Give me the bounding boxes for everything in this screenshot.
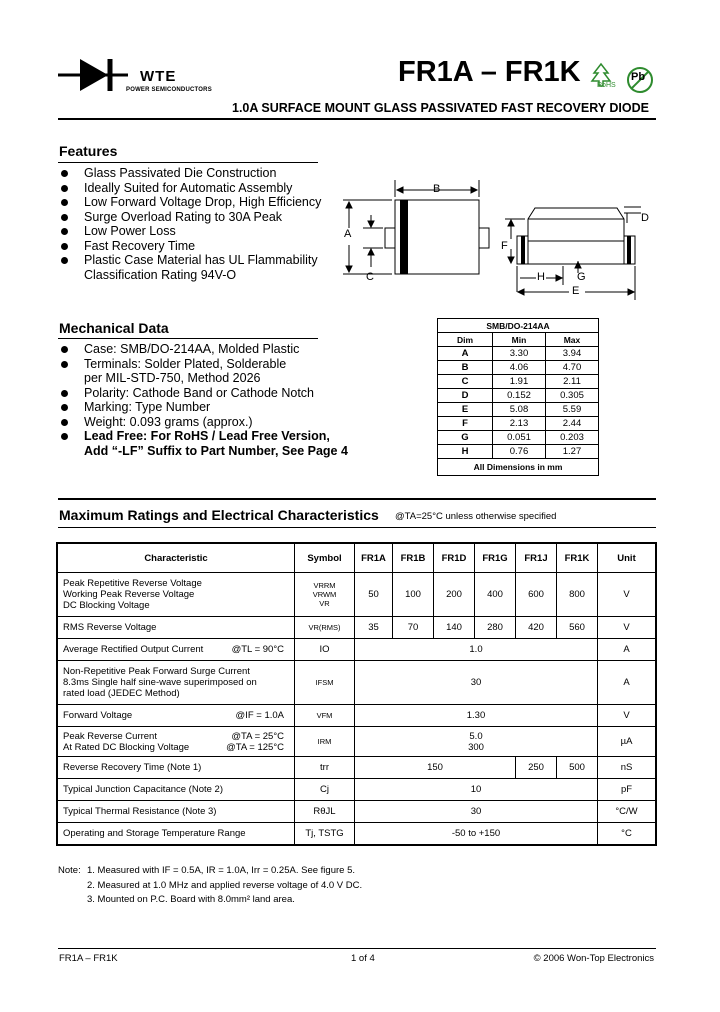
- value-cell: 800: [557, 573, 598, 617]
- table-row: [57, 801, 656, 823]
- lead-free-label: Pb: [631, 71, 646, 83]
- column-header: FR1K: [557, 543, 598, 573]
- unit-cell: °C: [598, 823, 657, 845]
- dim-label-b: B: [433, 183, 441, 195]
- table-cell: E: [438, 403, 493, 417]
- table-header-row: [57, 543, 656, 573]
- table-cell: 0.152: [493, 389, 546, 403]
- note-item: 1. Measured with IF = 0.5A, IR = 1.0A, Irr = 0.25A. See figure 5.: [87, 865, 355, 876]
- column-header: Symbol: [295, 543, 355, 573]
- table-cell: 4.70: [546, 361, 599, 375]
- column-header: FR1A: [355, 543, 393, 573]
- table-row: [57, 757, 656, 779]
- table-cell: 2.13: [493, 417, 546, 431]
- ratings-divider: [58, 498, 656, 500]
- ratings-heading: Maximum Ratings and Electrical Characteristics: [59, 507, 379, 523]
- list-item: Marking: Type Number: [59, 400, 389, 415]
- value-cell: 200: [434, 573, 475, 617]
- table-row: [57, 639, 656, 661]
- dim-label-f: F: [501, 240, 508, 252]
- ratings-condition: @TA=25°C unless otherwise specified: [395, 511, 557, 522]
- notes-label: Note:: [58, 865, 81, 876]
- list-item: Glass Passivated Die Construction: [59, 166, 359, 181]
- table-row: [438, 417, 599, 431]
- symbol-cell: trr: [295, 757, 355, 779]
- dim-label-g: G: [577, 271, 586, 283]
- list-item: Polarity: Cathode Band or Cathode Notch: [59, 386, 389, 401]
- list-item: Surge Overload Rating to 30A Peak: [59, 210, 359, 225]
- mechanical-heading: Mechanical Data: [59, 320, 169, 336]
- symbol-cell: IRM: [295, 727, 355, 757]
- page-subtitle: 1.0A SURFACE MOUNT GLASS PASSIVATED FAST RECOVERY DIODE: [232, 101, 649, 115]
- features-heading: Features: [59, 143, 118, 159]
- table-row: [438, 361, 599, 375]
- table-row: [438, 431, 599, 445]
- table-cell: 0.76: [493, 445, 546, 459]
- note-item: 2. Measured at 1.0 MHz and applied reverse voltage of 4.0 V DC.: [87, 879, 363, 891]
- symbol-cell: IO: [295, 639, 355, 661]
- footer-page-number: 1 of 4: [351, 953, 375, 964]
- package-outline-diagram: [335, 175, 655, 305]
- table-cell: 3.94: [546, 347, 599, 361]
- header-divider: [58, 118, 656, 120]
- unit-cell: µA: [598, 727, 657, 757]
- value-cell: -50 to +150: [355, 823, 598, 845]
- dim-label-h: H: [537, 271, 545, 283]
- value-cell: 280: [475, 617, 516, 639]
- table-cell: 4.06: [493, 361, 546, 375]
- dimension-table-title: SMB/DO-214AA: [438, 319, 599, 333]
- table-row: [438, 375, 599, 389]
- value-cell: 30: [355, 801, 598, 823]
- dimension-header: Dim: [438, 333, 493, 347]
- table-cell: B: [438, 361, 493, 375]
- unit-cell: pF: [598, 779, 657, 801]
- unit-cell: V: [598, 573, 657, 617]
- symbol-cell: VRRM VRWM VR: [295, 573, 355, 617]
- value-cell: 400: [475, 573, 516, 617]
- table-cell: G: [438, 431, 493, 445]
- characteristic-cell: Forward Voltage @IF = 1.0A: [57, 705, 295, 727]
- list-item: Classification Rating 94V-O: [84, 267, 237, 282]
- list-item: Low Forward Voltage Drop, High Efficiency: [59, 195, 359, 210]
- value-cell: 70: [393, 617, 434, 639]
- note-item: 3. Mounted on P.C. Board with 8.0mm² land area.: [87, 894, 295, 905]
- table-row: [57, 823, 656, 845]
- diode-logo-icon: [58, 55, 130, 95]
- table-cell: 0.203: [546, 431, 599, 445]
- table-cell: 5.59: [546, 403, 599, 417]
- dimension-table-footer: All Dimensions in mm: [438, 459, 599, 476]
- value-cell: 10: [355, 779, 598, 801]
- table-row: [57, 617, 656, 639]
- table-cell: C: [438, 375, 493, 389]
- table-cell: 3.30: [493, 347, 546, 361]
- mechanical-list: [59, 342, 389, 458]
- table-cell: F: [438, 417, 493, 431]
- symbol-cell: Cj: [295, 779, 355, 801]
- table-row: [57, 727, 656, 757]
- table-row: [57, 573, 656, 617]
- footer-copyright: © 2006 Won-Top Electronics: [533, 953, 654, 964]
- column-header: FR1J: [516, 543, 557, 573]
- dim-label-d: D: [641, 212, 649, 224]
- list-item: Ideally Suited for Automatic Assembly: [59, 181, 359, 196]
- value-cell: 250: [516, 757, 557, 779]
- footer-left: FR1A – FR1K: [59, 953, 118, 964]
- table-cell: H: [438, 445, 493, 459]
- value-cell: 560: [557, 617, 598, 639]
- dimension-table: [437, 318, 599, 476]
- table-row: [438, 389, 599, 403]
- characteristic-cell: Non-Repetitive Peak Forward Surge Current 8.3ms Single half sine-wave superimposed on rated load (JEDEC Method): [57, 661, 295, 705]
- characteristic-cell: Average Rectified Output Current @TL = 90°C: [57, 639, 295, 661]
- footer-divider: [58, 948, 656, 949]
- characteristic-cell: Peak Reverse Current @TA = 25°C At Rated DC Blocking Voltage @TA = 125°C: [57, 727, 295, 757]
- dim-label-a: A: [344, 228, 352, 240]
- ratings-underline: [58, 527, 656, 528]
- list-item: Low Power Loss: [59, 224, 359, 239]
- table-cell: 1.91: [493, 375, 546, 389]
- dimension-header: Max: [546, 333, 599, 347]
- value-cell: 150: [355, 757, 516, 779]
- table-row: [57, 779, 656, 801]
- column-header: Unit: [598, 543, 657, 573]
- column-header: FR1G: [475, 543, 516, 573]
- features-list: [59, 166, 359, 282]
- table-cell: 1.27: [546, 445, 599, 459]
- unit-cell: A: [598, 639, 657, 661]
- table-cell: 2.11: [546, 375, 599, 389]
- value-cell: 5.0 300: [355, 727, 598, 757]
- features-underline: [58, 162, 318, 163]
- characteristic-cell: Typical Junction Capacitance (Note 2): [57, 779, 295, 801]
- list-item: per MIL-STD-750, Method 2026: [84, 371, 261, 385]
- value-cell: 600: [516, 573, 557, 617]
- table-row: [438, 403, 599, 417]
- unit-cell: nS: [598, 757, 657, 779]
- notes-section: [58, 864, 362, 908]
- symbol-cell: VFM: [295, 705, 355, 727]
- symbol-cell: Tj, TSTG: [295, 823, 355, 845]
- list-item: Add “-LF” Suffix to Part Number, See Page 4: [84, 443, 348, 458]
- mechanical-underline: [58, 338, 318, 339]
- value-cell: 30: [355, 661, 598, 705]
- table-row: [438, 347, 599, 361]
- list-item: Lead Free: For RoHS / Lead Free Version,: [59, 429, 389, 444]
- ratings-table: [56, 542, 657, 846]
- symbol-cell: RθJL: [295, 801, 355, 823]
- dim-label-e: E: [572, 285, 580, 297]
- value-cell: 50: [355, 573, 393, 617]
- list-item: Weight: 0.093 grams (approx.): [59, 415, 389, 430]
- symbol-cell: VR(RMS): [295, 617, 355, 639]
- list-item: Case: SMB/DO-214AA, Molded Plastic: [59, 342, 389, 357]
- characteristic-cell: RMS Reverse Voltage: [57, 617, 295, 639]
- column-header: Characteristic: [57, 543, 295, 573]
- characteristic-cell: Operating and Storage Temperature Range: [57, 823, 295, 845]
- unit-cell: A: [598, 661, 657, 705]
- page-title: FR1A – FR1K: [398, 56, 581, 88]
- value-cell: 1.0: [355, 639, 598, 661]
- value-cell: 35: [355, 617, 393, 639]
- value-cell: 420: [516, 617, 557, 639]
- table-cell: D: [438, 389, 493, 403]
- table-row: [438, 445, 599, 459]
- table-row: [57, 705, 656, 727]
- unit-cell: °C/W: [598, 801, 657, 823]
- table-row: [57, 661, 656, 705]
- list-item: Plastic Case Material has UL Flammability: [59, 253, 359, 268]
- unit-cell: V: [598, 705, 657, 727]
- dimension-header: Min: [493, 333, 546, 347]
- unit-cell: V: [598, 617, 657, 639]
- rohs-label: RoHS: [597, 82, 616, 89]
- table-cell: A: [438, 347, 493, 361]
- value-cell: 1.30: [355, 705, 598, 727]
- brand-name: WTE: [140, 68, 177, 85]
- value-cell: 500: [557, 757, 598, 779]
- symbol-cell: IFSM: [295, 661, 355, 705]
- brand-subtitle: POWER SEMICONDUCTORS: [126, 87, 212, 93]
- value-cell: 140: [434, 617, 475, 639]
- dim-label-c: C: [366, 271, 374, 283]
- value-cell: 100: [393, 573, 434, 617]
- table-cell: 0.305: [546, 389, 599, 403]
- table-cell: 2.44: [546, 417, 599, 431]
- table-cell: 0.051: [493, 431, 546, 445]
- list-item: Fast Recovery Time: [59, 239, 359, 254]
- table-cell: 5.08: [493, 403, 546, 417]
- column-header: FR1B: [393, 543, 434, 573]
- characteristic-cell: Typical Thermal Resistance (Note 3): [57, 801, 295, 823]
- list-item: Terminals: Solder Plated, Solderable: [59, 357, 389, 372]
- column-header: FR1D: [434, 543, 475, 573]
- characteristic-cell: Reverse Recovery Time (Note 1): [57, 757, 295, 779]
- characteristic-cell: Peak Repetitive Reverse Voltage Working Peak Reverse Voltage DC Blocking Voltage: [57, 573, 295, 617]
